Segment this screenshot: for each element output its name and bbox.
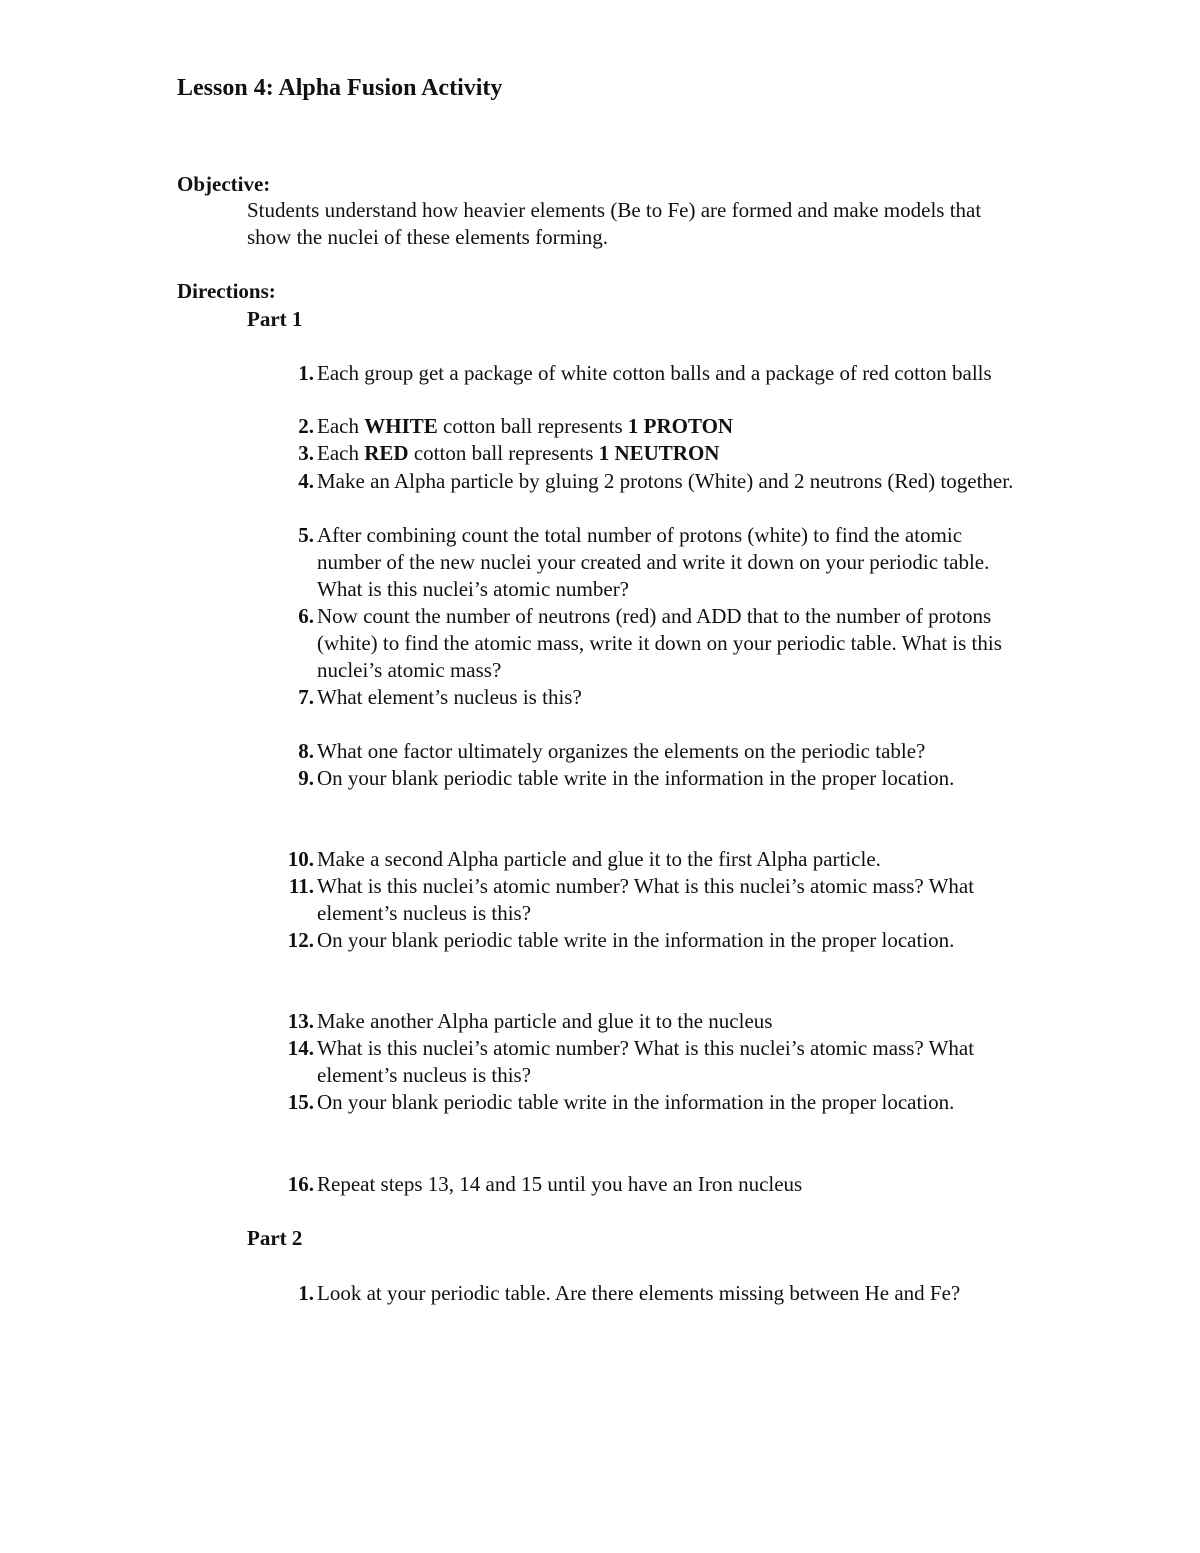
part2-heading: Part 2 — [247, 1226, 303, 1250]
objective-text: Students understand how heavier elements (Be to Fe) are formed and make models that show the nuclei of these elements forming. — [247, 198, 982, 249]
page-title: Lesson 4: Alpha Fusion Activity — [177, 75, 503, 101]
part1-heading: Part 1 — [247, 307, 303, 331]
document-page: Lesson 4: Alpha Fusion Activity Objective: Students understand how heavier elements (Be to Fe) are formed and make models that show the nuclei of these elements forming. Directions: Part 1 1. Each group get a package of white cotton balls and a package of red cotton balls 2. Each WHITE cotton ball represents 1 PROTON 3. Each RED cotton ball represents 1 NEUTRON 4. Make an Alpha particle by gluing 2 protons (White) and 2 neutrons (Red) together. 5. After combining count the total number of protons (white) to find the atomic number of the new nuclei your created and write it down on your periodic table. What is this nuclei’s atomic number? 6. Now count the number of neutrons (red) and ADD that to the number of protons (white) to find the atomic mass, write it down on your periodic table. What is this nuclei’s atomic mass? 7. What element’s nucleus is this? 8. What one factor ultimately organizes the elements on the periodic table? 9. On your blank periodic table write in the information in the proper location. 10. Make a second Alpha particle and glue it to the first Alpha particle. 11. What is this nuclei’s atomic number? What is this nuclei’s atomic mass? What element’s nucleus is this? 12. On your blank periodic table write in the information in the proper location. 13. Make another Alpha particle and glue it to the nucleus 14. What is this nuclei’s atomic number? What is this nuclei’s atomic mass? What element’s nucleus is this? 15. On your blank periodic table write in the information in the proper location. 16. Repeat steps 13, 14 and 15 until you have an Iron nucleus Part 2 1. Look at your periodic table. Are there elements missing between He and Fe? — [0, 0, 1200, 1553]
objective-heading: Objective: — [177, 172, 271, 196]
directions-heading: Directions: — [177, 279, 276, 303]
